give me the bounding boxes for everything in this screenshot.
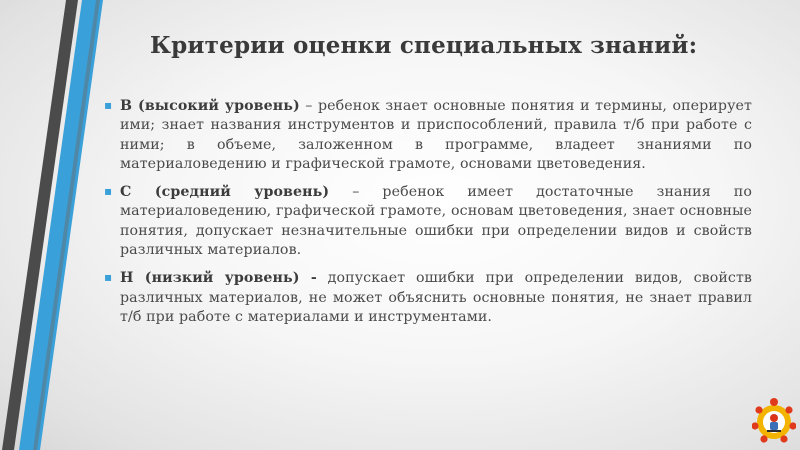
criterion-term: С (средний уровень) [120,184,330,201]
logo-emblem-icon [752,396,796,444]
list-item [100,269,752,327]
criterion-description: – ребенок имеет достаточные знания по материаловедению, графической грамоте, основам цветоведения, знает основные понятия, допускает незначительные ошибки при определении видов и свойств различных материалов. [120,184,752,259]
list-item [100,183,752,260]
slide-title: Критерии оценки специальных знаний: [150,32,698,59]
criterion-description: допускает ошибки при определении видов, свойств различных материалов, не может объяснить основные понятия, не знает правил т/б при работе с материалами и инструментами. [120,270,752,325]
criterion-text [120,183,752,260]
criteria-list [100,97,752,336]
criterion-description: – ребенок знает основные понятия и термины, оперирует ими; знает названия инструментов и приспособлений, правила т/б при работе с ними; в объеме, заложенном в программе, владеет знаниями по материаловедению и графической грамоте, основами цветоведения. [120,98,752,172]
bullet-icon: ▪ [104,184,113,199]
criterion-text [120,97,752,174]
bullet-icon: ▪ [104,98,113,112]
list-item [100,97,752,174]
criterion-term: В (высокий уровень) [120,98,300,114]
criterion-term: Н (низкий уровень) - [120,270,317,287]
criterion-text [120,269,752,327]
bullet-icon: ▪ [104,270,113,285]
